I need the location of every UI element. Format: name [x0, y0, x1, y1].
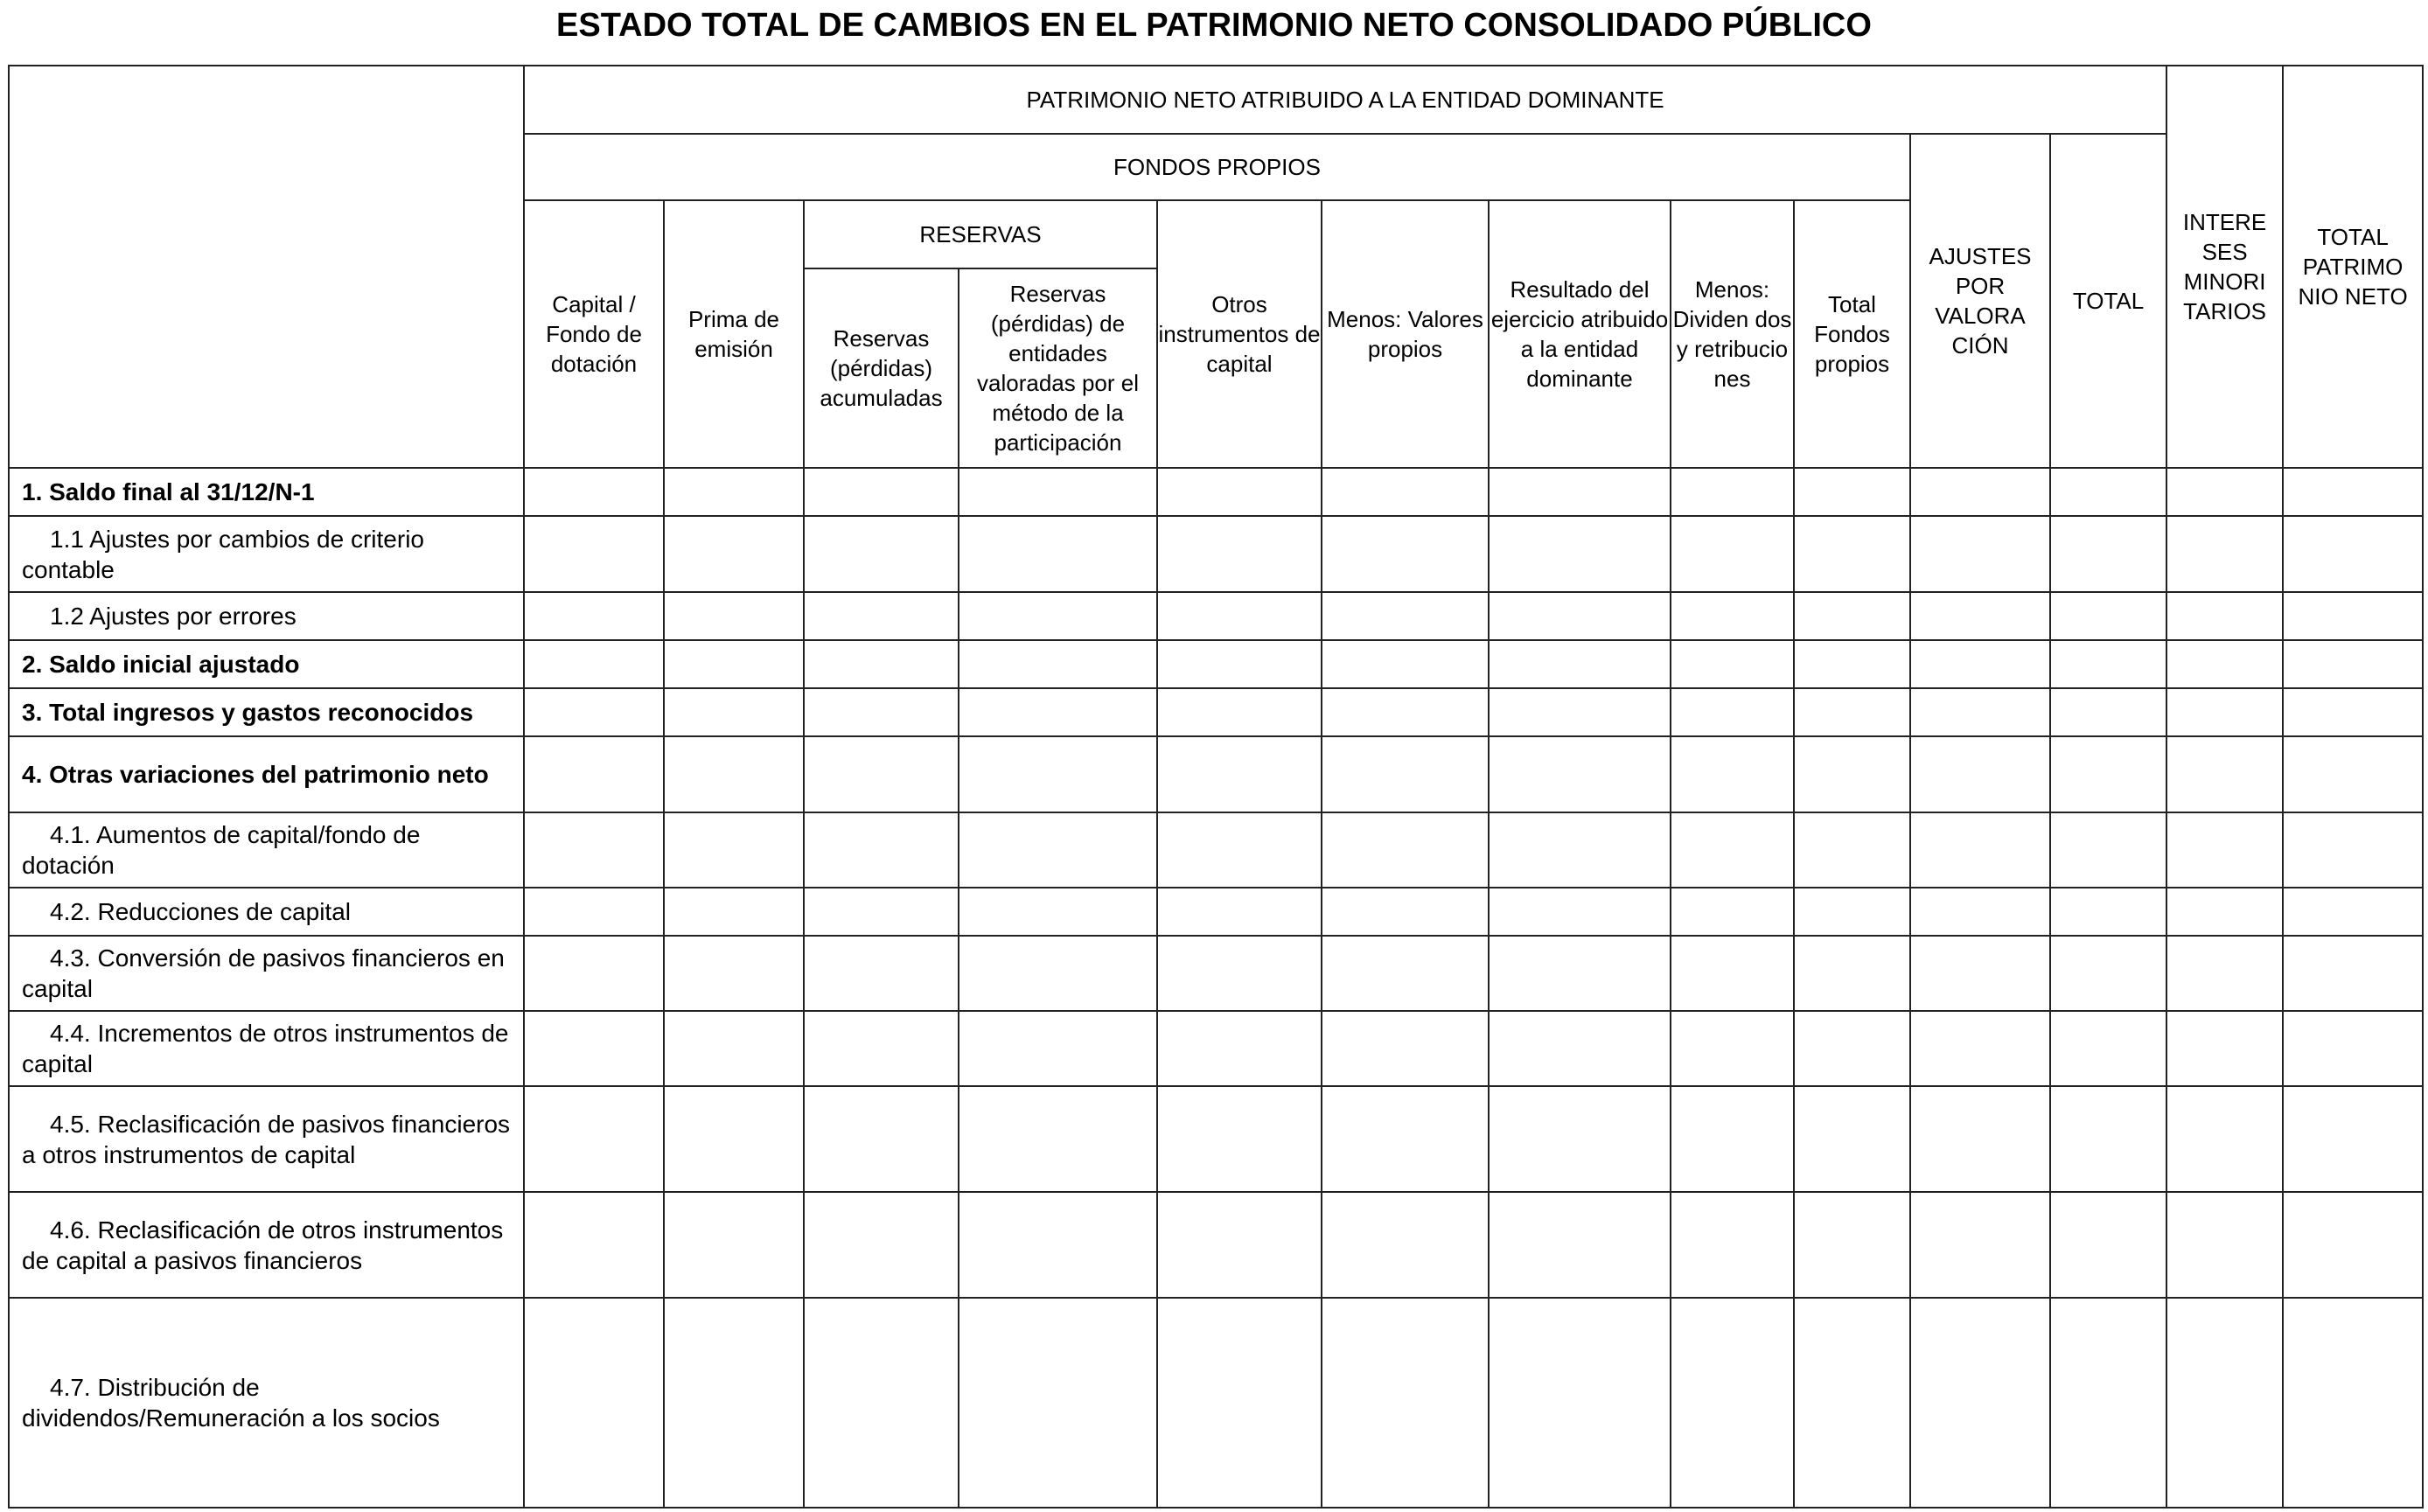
row-label: 1.1 Ajustes por cambios de criterio contable — [9, 516, 524, 592]
value-cell — [1489, 640, 1671, 688]
header-intereses-minoritarios: INTERE SES MINORI TARIOS — [2166, 66, 2283, 468]
value-cell — [1671, 936, 1794, 1011]
value-cell — [2283, 812, 2423, 888]
table-row — [9, 1192, 2423, 1298]
value-cell — [2166, 936, 2283, 1011]
row-label: 4.1. Aumentos de capital/fondo de dotación — [9, 812, 524, 888]
value-cell — [1489, 1298, 1671, 1508]
value-cell — [1794, 1011, 1910, 1086]
value-cell — [1322, 812, 1489, 888]
value-cell — [2050, 736, 2166, 812]
row-label: 4.4. Incrementos de otros instrumentos de capital — [9, 1011, 524, 1086]
value-cell — [664, 592, 804, 640]
value-cell — [524, 516, 664, 592]
header-reservas: RESERVAS — [804, 200, 1157, 268]
row-label: 2. Saldo inicial ajustado — [9, 640, 524, 688]
value-cell — [959, 516, 1157, 592]
table-row — [9, 688, 2423, 736]
value-cell — [1910, 468, 2050, 516]
value-cell — [1794, 468, 1910, 516]
value-cell — [1794, 888, 1910, 936]
value-cell — [1157, 468, 1322, 516]
value-cell — [959, 812, 1157, 888]
value-cell — [804, 1298, 959, 1508]
value-cell — [959, 1086, 1157, 1192]
value-cell — [1794, 1192, 1910, 1298]
value-cell — [804, 1011, 959, 1086]
header-otros-instrumentos: Otros instrumentos de capital — [1157, 200, 1322, 468]
header-total-fondos-propios: Total Fondos propios — [1794, 200, 1910, 468]
value-cell — [2050, 936, 2166, 1011]
value-cell — [1489, 468, 1671, 516]
value-cell — [2166, 1086, 2283, 1192]
value-cell — [1322, 1298, 1489, 1508]
value-cell — [2166, 592, 2283, 640]
value-cell — [1910, 516, 2050, 592]
value-cell — [524, 640, 664, 688]
row-label: 4.2. Reducciones de capital — [9, 888, 524, 936]
row-label: 4.5. Reclasificación de pasivos financieros a otros instrumentos de capital — [9, 1086, 524, 1192]
header-prima-emision: Prima de emisión — [664, 200, 804, 468]
value-cell — [2283, 936, 2423, 1011]
value-cell — [2283, 640, 2423, 688]
value-cell — [664, 736, 804, 812]
value-cell — [2166, 888, 2283, 936]
value-cell — [1671, 888, 1794, 936]
value-cell — [804, 688, 959, 736]
value-cell — [2050, 592, 2166, 640]
value-cell — [1489, 592, 1671, 640]
value-cell — [959, 688, 1157, 736]
value-cell — [959, 1298, 1157, 1508]
value-cell — [1910, 736, 2050, 812]
value-cell — [1157, 516, 1322, 592]
value-cell — [1910, 1192, 2050, 1298]
value-cell — [1671, 812, 1794, 888]
table-row — [9, 592, 2423, 640]
value-cell — [1157, 592, 1322, 640]
value-cell — [2166, 1298, 2283, 1508]
value-cell — [524, 1011, 664, 1086]
value-cell — [664, 516, 804, 592]
value-cell — [524, 688, 664, 736]
value-cell — [1157, 640, 1322, 688]
value-cell — [2166, 640, 2283, 688]
value-cell — [1794, 640, 1910, 688]
value-cell — [2283, 592, 2423, 640]
value-cell — [959, 640, 1157, 688]
value-cell — [1910, 1298, 2050, 1508]
value-cell — [1322, 592, 1489, 640]
value-cell — [1489, 516, 1671, 592]
value-cell — [804, 736, 959, 812]
value-cell — [1322, 1192, 1489, 1298]
header-reservas-acumuladas: Reservas (pérdidas) acumuladas — [804, 268, 959, 468]
value-cell — [804, 1192, 959, 1298]
value-cell — [1671, 592, 1794, 640]
value-cell — [1322, 888, 1489, 936]
value-cell — [1910, 1011, 2050, 1086]
value-cell — [1794, 736, 1910, 812]
value-cell — [2283, 1011, 2423, 1086]
row-label: 4.7. Distribución de dividendos/Remuneración a los socios — [9, 1298, 524, 1508]
value-cell — [1794, 1086, 1910, 1192]
value-cell — [1322, 736, 1489, 812]
value-cell — [664, 468, 804, 516]
value-cell — [664, 1086, 804, 1192]
value-cell — [524, 1192, 664, 1298]
value-cell — [804, 1086, 959, 1192]
value-cell — [2166, 1192, 2283, 1298]
value-cell — [2050, 812, 2166, 888]
value-cell — [1910, 936, 2050, 1011]
value-cell — [1157, 1086, 1322, 1192]
value-cell — [804, 592, 959, 640]
value-cell — [959, 1011, 1157, 1086]
value-cell — [524, 936, 664, 1011]
table-row — [9, 468, 2423, 516]
value-cell — [524, 468, 664, 516]
value-cell — [959, 468, 1157, 516]
value-cell — [1910, 640, 2050, 688]
value-cell — [2050, 516, 2166, 592]
value-cell — [524, 1298, 664, 1508]
value-cell — [664, 888, 804, 936]
value-cell — [1157, 888, 1322, 936]
row-label: 1.2 Ajustes por errores — [9, 592, 524, 640]
table-row — [9, 1298, 2423, 1508]
value-cell — [804, 888, 959, 936]
table-row — [9, 936, 2423, 1011]
row-label: 4. Otras variaciones del patrimonio neto — [9, 736, 524, 812]
value-cell — [664, 1192, 804, 1298]
value-cell — [1489, 1086, 1671, 1192]
value-cell — [1671, 1298, 1794, 1508]
table-row — [9, 516, 2423, 592]
row-label: 4.3. Conversión de pasivos financieros en capital — [9, 936, 524, 1011]
value-cell — [2050, 888, 2166, 936]
value-cell — [804, 516, 959, 592]
value-cell — [1322, 688, 1489, 736]
page-title: ESTADO TOTAL DE CAMBIOS EN EL PATRIMONIO NETO CONSOLIDADO PÚBLICO — [556, 7, 1872, 44]
value-cell — [524, 888, 664, 936]
value-cell — [1910, 592, 2050, 640]
value-cell — [1671, 736, 1794, 812]
value-cell — [1671, 1086, 1794, 1192]
value-cell — [1671, 468, 1794, 516]
value-cell — [2283, 516, 2423, 592]
value-cell — [2050, 1086, 2166, 1192]
value-cell — [1157, 1011, 1322, 1086]
value-cell — [664, 1011, 804, 1086]
value-cell — [1910, 812, 2050, 888]
value-cell — [524, 592, 664, 640]
value-cell — [2283, 736, 2423, 812]
value-cell — [2050, 468, 2166, 516]
value-cell — [2283, 1192, 2423, 1298]
value-cell — [1157, 1298, 1322, 1508]
value-cell — [664, 812, 804, 888]
value-cell — [804, 640, 959, 688]
value-cell — [524, 812, 664, 888]
table-row — [9, 812, 2423, 888]
value-cell — [2050, 1192, 2166, 1298]
value-cell — [664, 688, 804, 736]
table-row — [9, 640, 2423, 688]
value-cell — [1157, 812, 1322, 888]
value-cell — [2166, 688, 2283, 736]
row-label: 4.6. Reclasificación de otros instrumentos de capital a pasivos financieros — [9, 1192, 524, 1298]
value-cell — [1910, 688, 2050, 736]
value-cell — [1671, 1192, 1794, 1298]
value-cell — [2166, 516, 2283, 592]
header-reservas-entidades: Reservas (pérdidas) de entidades valoradas por el método de la participación — [959, 268, 1157, 468]
value-cell — [2050, 640, 2166, 688]
value-cell — [959, 736, 1157, 812]
header-total: TOTAL — [2050, 134, 2166, 468]
value-cell — [1671, 1011, 1794, 1086]
value-cell — [2283, 1086, 2423, 1192]
header-capital-fondo-dotacion: Capital / Fondo de dotación — [524, 200, 664, 468]
header-dividendos: Menos: Dividen dos y retribucio nes — [1671, 200, 1794, 468]
value-cell — [959, 592, 1157, 640]
value-cell — [2283, 468, 2423, 516]
value-cell — [1794, 1298, 1910, 1508]
value-cell — [1322, 1086, 1489, 1192]
value-cell — [1671, 688, 1794, 736]
value-cell — [1794, 592, 1910, 640]
header-resultado-ejercicio: Resultado del ejercicio atribuido a la entidad dominante — [1489, 200, 1671, 468]
header-valores-propios: Menos: Valores propios — [1322, 200, 1489, 468]
value-cell — [804, 468, 959, 516]
value-cell — [2050, 1011, 2166, 1086]
value-cell — [1794, 688, 1910, 736]
value-cell — [2166, 468, 2283, 516]
value-cell — [1489, 1192, 1671, 1298]
value-cell — [1671, 640, 1794, 688]
row-label: 1. Saldo final al 31/12/N-1 — [9, 468, 524, 516]
header-patrimonio-entidad-dominante: PATRIMONIO NETO ATRIBUIDO A LA ENTIDAD DOMINANTE — [524, 66, 2166, 134]
value-cell — [2166, 812, 2283, 888]
value-cell — [664, 640, 804, 688]
value-cell — [2050, 1298, 2166, 1508]
value-cell — [1489, 888, 1671, 936]
value-cell — [959, 1192, 1157, 1298]
value-cell — [524, 1086, 664, 1192]
value-cell — [1157, 1192, 1322, 1298]
value-cell — [804, 936, 959, 1011]
value-cell — [959, 936, 1157, 1011]
value-cell — [664, 936, 804, 1011]
value-cell — [1322, 640, 1489, 688]
value-cell — [1794, 516, 1910, 592]
header-ajustes-valoracion: AJUSTES POR VALORA CIÓN — [1910, 134, 2050, 468]
value-cell — [1794, 812, 1910, 888]
value-cell — [1157, 936, 1322, 1011]
table-row — [9, 736, 2423, 812]
value-cell — [1489, 736, 1671, 812]
value-cell — [1671, 516, 1794, 592]
header-total-patrimonio-neto: TOTAL PATRIMO NIO NETO — [2283, 66, 2423, 468]
equity-changes-table — [8, 65, 2424, 1509]
value-cell — [1322, 468, 1489, 516]
value-cell — [2283, 688, 2423, 736]
value-cell — [1910, 1086, 2050, 1192]
value-cell — [664, 1298, 804, 1508]
value-cell — [959, 888, 1157, 936]
value-cell — [2283, 888, 2423, 936]
value-cell — [1794, 936, 1910, 1011]
value-cell — [1157, 688, 1322, 736]
header-fondos-propios: FONDOS PROPIOS — [524, 134, 1910, 200]
value-cell — [524, 736, 664, 812]
value-cell — [1322, 516, 1489, 592]
value-cell — [1489, 812, 1671, 888]
header-corner-cell — [9, 66, 524, 468]
value-cell — [1489, 1011, 1671, 1086]
value-cell — [1322, 1011, 1489, 1086]
table-row — [9, 1086, 2423, 1192]
row-label: 3. Total ingresos y gastos reconocidos — [9, 688, 524, 736]
value-cell — [2283, 1298, 2423, 1508]
value-cell — [804, 812, 959, 888]
value-cell — [1157, 736, 1322, 812]
value-cell — [1910, 888, 2050, 936]
table-row — [9, 1011, 2423, 1086]
value-cell — [1489, 936, 1671, 1011]
value-cell — [2050, 688, 2166, 736]
value-cell — [2166, 736, 2283, 812]
value-cell — [1489, 688, 1671, 736]
table-row — [9, 888, 2423, 936]
value-cell — [1322, 936, 1489, 1011]
value-cell — [2166, 1011, 2283, 1086]
